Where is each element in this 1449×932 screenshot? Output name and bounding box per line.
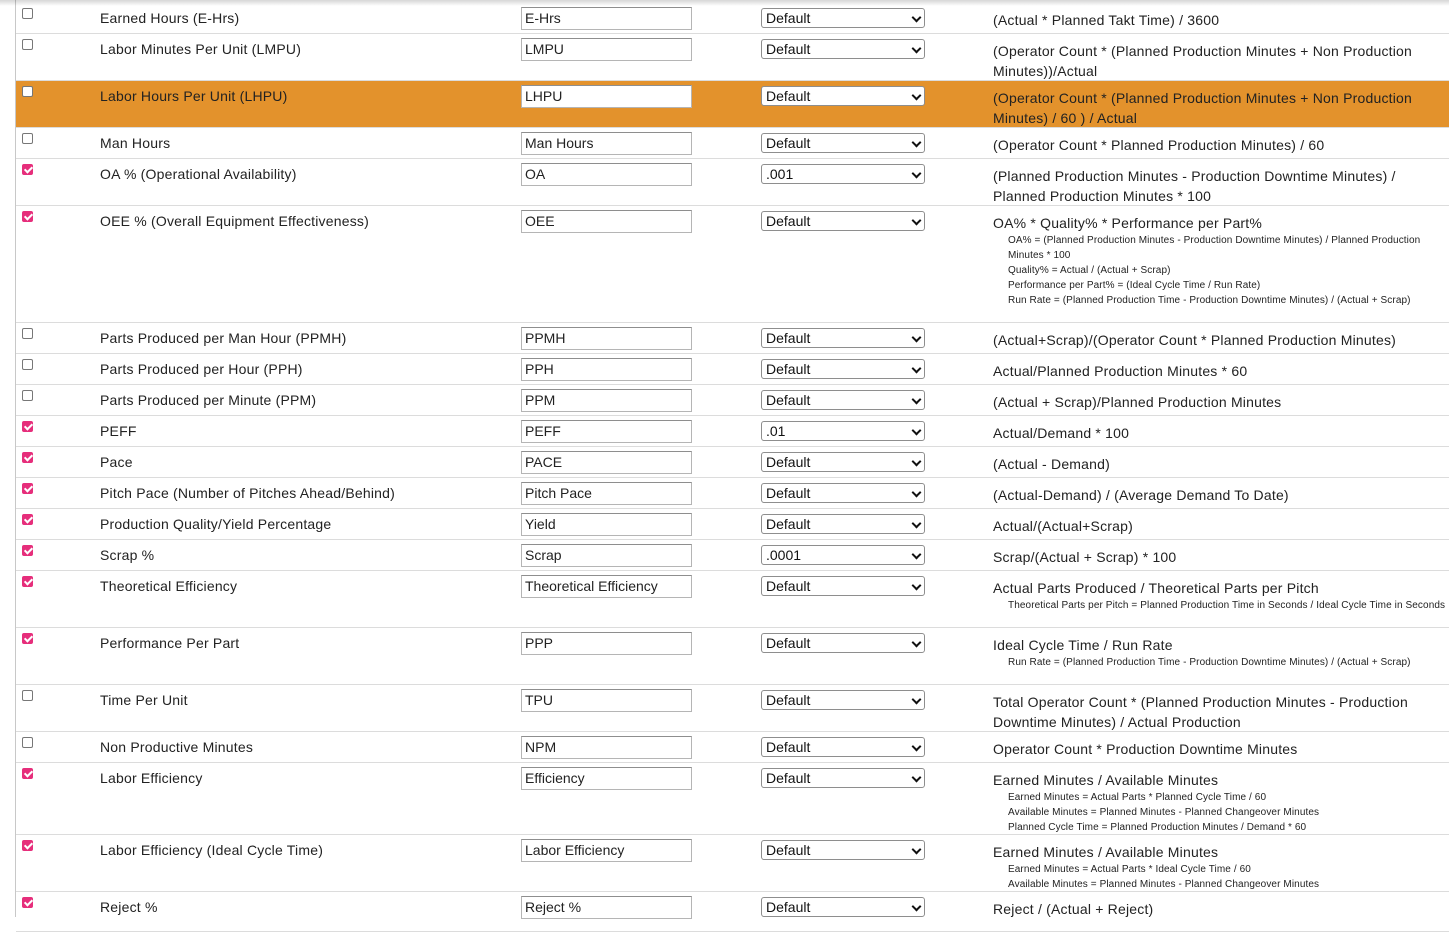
chevron-down-icon [912,91,922,101]
formula-subnote: Theoretical Parts per Pitch = Planned Production Time in Seconds / Ideal Cycle Time in Seconds [1008,600,1446,611]
metric-row [16,354,1449,385]
enable-checkbox[interactable] [22,897,33,908]
formula-main: Actual/Demand * 100 [993,425,1130,441]
format-select-value: Default [766,516,811,532]
chevron-down-icon [912,902,922,912]
abbreviation-input[interactable]: OEE [521,210,692,233]
abbreviation-input[interactable]: PPH [521,358,692,381]
formula-subnote: Earned Minutes = Actual Parts * Planned Cycle Time / 60 [1008,792,1267,803]
formula-text [993,899,1447,919]
metric-row [16,206,1449,323]
formula-text [993,88,1447,128]
metric-name: Earned Hours (E-Hrs) [100,10,240,26]
format-select-value: Default [766,213,811,229]
metric-row [16,892,1449,932]
left-border [15,0,16,917]
metric-name: Labor Hours Per Unit (LHPU) [100,88,288,104]
metric-row [16,323,1449,354]
formula-main: Total Operator Count * (Planned Production Minutes - Production Downtime Minutes) / Actual Production [993,694,1408,730]
metric-name: OEE % (Overall Equipment Effectiveness) [100,213,369,229]
format-select[interactable] [761,452,925,472]
format-select[interactable] [761,897,925,917]
format-select-value: Default [766,578,811,594]
formula-text [993,361,1447,381]
format-select-value: Default [766,454,811,470]
metric-name: Man Hours [100,135,171,151]
metrics-table [16,3,1449,932]
format-select-value: Default [766,485,811,501]
metric-name: PEFF [100,423,137,439]
format-select-value: Default [766,135,811,151]
formula-text [993,392,1447,412]
abbreviation-input[interactable]: Man Hours [521,132,692,155]
enable-checkbox[interactable] [22,421,33,432]
enable-checkbox[interactable] [22,39,33,50]
metric-name: Scrap % [100,547,155,563]
metric-name: Time Per Unit [100,692,188,708]
chevron-down-icon [912,44,922,54]
abbreviation-input[interactable]: Efficiency [521,767,692,790]
metric-name: Performance Per Part [100,635,240,651]
format-select[interactable] [761,86,925,106]
formula-main: (Actual - Demand) [993,456,1110,472]
formula-main: (Operator Count * (Planned Production Minutes + Non Production Minutes))/Actual [993,43,1413,79]
enable-checkbox[interactable] [22,840,33,851]
formula-main: (Operator Count * (Planned Production Minutes + Non Production Minutes) / 60 ) / Actual [993,90,1413,126]
formula-subnote: Run Rate = (Planned Production Time - Production Downtime Minutes) / (Actual + Scrap) [1008,657,1411,668]
metric-row [16,628,1449,685]
metric-name: Reject % [100,899,158,915]
format-select-value: Default [766,842,811,858]
formula-main: Scrap/(Actual + Scrap) * 100 [993,549,1177,565]
formula-main: Earned Minutes / Available Minutes [993,844,1219,860]
abbreviation-input[interactable]: LHPU [521,85,692,108]
format-select-value: .01 [766,423,786,439]
enable-checkbox[interactable] [22,483,33,494]
abbreviation-input[interactable]: PPP [521,632,692,655]
format-select[interactable] [761,576,925,596]
formula-main: (Actual+Scrap)/(Operator Count * Planned Production Minutes) [993,332,1397,348]
formula-text [993,330,1447,350]
formula-main: Actual Parts Produced / Theoretical Parts per Pitch [993,580,1319,596]
abbreviation-input[interactable]: E-Hrs [521,7,692,30]
metric-row [16,540,1449,571]
metric-name: Production Quality/Yield Percentage [100,516,332,532]
format-select-value: Default [766,692,811,708]
chevron-down-icon [912,395,922,405]
formula-subnote: Available Minutes = Planned Minutes - Planned Changeover Minutes [1008,879,1320,890]
enable-checkbox[interactable] [22,633,33,644]
formula-subnote: OA% = (Planned Production Minutes - Production Downtime Minutes) / Planned Production Minutes * 100 [1008,235,1421,261]
format-select[interactable] [761,133,925,153]
formula-text [993,739,1447,759]
format-select-value: Default [766,899,811,915]
format-select[interactable] [761,164,925,184]
abbreviation-input[interactable]: Labor Efficiency [521,839,692,862]
format-select-value: Default [766,361,811,377]
abbreviation-input[interactable]: LMPU [521,38,692,61]
format-select[interactable] [761,211,925,231]
formula-subnote: Quality% = Actual / (Actual + Scrap) [1008,265,1171,276]
metric-row [16,478,1449,509]
chevron-down-icon [912,550,922,560]
metric-row [16,81,1449,128]
formula-text [993,135,1447,155]
enable-checkbox[interactable] [22,768,33,779]
abbreviation-input[interactable]: PEFF [521,420,692,443]
enable-checkbox[interactable] [22,86,33,97]
formula-main: (Actual * Planned Takt Time) / 3600 [993,12,1220,28]
metric-name: Theoretical Efficiency [100,578,238,594]
metric-name: Non Productive Minutes [100,739,254,755]
enable-checkbox[interactable] [22,133,33,144]
chevron-down-icon [912,519,922,529]
format-select[interactable] [761,483,925,503]
formula-text [993,547,1447,567]
format-select[interactable] [761,545,925,565]
formula-main: Reject / (Actual + Reject) [993,901,1154,917]
formula-main: (Actual-Demand) / (Average Demand To Date) [993,487,1289,503]
chevron-down-icon [912,845,922,855]
format-select-value: .0001 [766,547,802,563]
formula-text [993,770,1447,835]
format-select-value: Default [766,41,811,57]
metric-row [16,3,1449,34]
formula-text [993,213,1447,308]
format-select[interactable] [761,421,925,441]
format-select-value: Default [766,770,811,786]
formula-main: (Operator Count * Planned Production Minutes) / 60 [993,137,1325,153]
format-select-value: .001 [766,166,794,182]
metric-name: Labor Minutes Per Unit (LMPU) [100,41,302,57]
chevron-down-icon [912,742,922,752]
enable-checkbox[interactable] [22,211,33,222]
metric-row [16,835,1449,892]
chevron-down-icon [912,333,922,343]
formula-text [993,41,1447,81]
chevron-down-icon [912,138,922,148]
chevron-down-icon [912,581,922,591]
chevron-down-icon [912,364,922,374]
formula-text [993,454,1447,474]
formula-main: Earned Minutes / Available Minutes [993,772,1219,788]
formula-subnote: Planned Cycle Time = Planned Production Minutes / Demand * 60 [1008,822,1307,833]
chevron-down-icon [912,488,922,498]
enable-checkbox[interactable] [22,359,33,370]
format-select[interactable] [761,8,925,28]
format-select[interactable] [761,840,925,860]
format-select-value: Default [766,635,811,651]
metric-row [16,385,1449,416]
format-select[interactable] [761,328,925,348]
enable-checkbox[interactable] [22,390,33,401]
abbreviation-input[interactable]: Scrap [521,544,692,567]
formula-main: Ideal Cycle Time / Run Rate [993,637,1173,653]
format-select-value: Default [766,330,811,346]
formula-text [993,10,1447,30]
formula-text [993,578,1447,613]
format-select[interactable] [761,768,925,788]
metric-name: Labor Efficiency [100,770,203,786]
metric-row [16,159,1449,206]
metric-row [16,763,1449,835]
format-select-value: Default [766,392,811,408]
format-select[interactable] [761,690,925,710]
format-select[interactable] [761,359,925,379]
metric-name: OA % (Operational Availability) [100,166,297,182]
abbreviation-input[interactable]: NPM [521,736,692,759]
metric-row [16,128,1449,159]
formula-text [993,516,1447,536]
metric-row [16,571,1449,628]
formula-text [993,423,1447,443]
formula-main: (Actual + Scrap)/Planned Production Minutes [993,394,1282,410]
metric-name: Pitch Pace (Number of Pitches Ahead/Behind) [100,485,395,501]
abbreviation-input[interactable]: PPM [521,389,692,412]
format-select[interactable] [761,737,925,757]
formula-main: (Planned Production Minutes - Production Downtime Minutes) / Planned Production Minutes * 100 [993,168,1396,204]
chevron-down-icon [912,169,922,179]
enable-checkbox[interactable] [22,690,33,701]
chevron-down-icon [912,638,922,648]
format-select[interactable] [761,390,925,410]
metric-row [16,416,1449,447]
abbreviation-input[interactable]: Pitch Pace [521,482,692,505]
abbreviation-input[interactable]: PPMH [521,327,692,350]
formula-subnote: Run Rate = (Planned Production Time - Production Downtime Minutes) / (Actual + Scrap) [1008,295,1411,306]
chevron-down-icon [912,773,922,783]
enable-checkbox[interactable] [22,545,33,556]
abbreviation-input[interactable]: Theoretical Efficiency [521,575,692,598]
formula-subnote: Available Minutes = Planned Minutes - Planned Changeover Minutes [1008,807,1320,818]
chevron-down-icon [912,426,922,436]
abbreviation-input[interactable]: Yield [521,513,692,536]
enable-checkbox[interactable] [22,328,33,339]
format-select[interactable] [761,514,925,534]
formula-subnote: Performance per Part% = (Ideal Cycle Time / Run Rate) [1008,280,1261,291]
metric-row [16,447,1449,478]
format-select[interactable] [761,633,925,653]
chevron-down-icon [912,216,922,226]
format-select-value: Default [766,88,811,104]
chevron-down-icon [912,695,922,705]
abbreviation-input[interactable]: Reject % [521,896,692,919]
enable-checkbox[interactable] [22,737,33,748]
formula-text [993,692,1447,732]
format-select[interactable] [761,39,925,59]
formula-text [993,635,1447,670]
formula-main: Actual/(Actual+Scrap) [993,518,1133,534]
enable-checkbox[interactable] [22,576,33,587]
abbreviation-input[interactable]: TPU [521,689,692,712]
enable-checkbox[interactable] [22,164,33,175]
formula-main: Operator Count * Production Downtime Minutes [993,741,1298,757]
formula-text [993,485,1447,505]
metric-name: Parts Produced per Hour (PPH) [100,361,303,377]
metric-name: Labor Efficiency (Ideal Cycle Time) [100,842,324,858]
formula-text [993,842,1447,892]
metric-name: Parts Produced per Man Hour (PPMH) [100,330,347,346]
enable-checkbox[interactable] [22,8,33,19]
metric-name: Parts Produced per Minute (PPM) [100,392,317,408]
formula-main: OA% * Quality% * Performance per Part% [993,215,1263,231]
chevron-down-icon [912,457,922,467]
format-select-value: Default [766,10,811,26]
metric-name: Pace [100,454,133,470]
formula-subnote: Earned Minutes = Actual Parts * Ideal Cycle Time / 60 [1008,864,1251,875]
enable-checkbox[interactable] [22,514,33,525]
abbreviation-input[interactable]: PACE [521,451,692,474]
metric-row [16,509,1449,540]
chevron-down-icon [912,13,922,23]
formula-main: Actual/Planned Production Minutes * 60 [993,363,1248,379]
format-select-value: Default [766,739,811,755]
abbreviation-input[interactable]: OA [521,163,692,186]
metric-row [16,34,1449,81]
metric-row [16,685,1449,732]
metric-row [16,732,1449,763]
enable-checkbox[interactable] [22,452,33,463]
formula-text [993,166,1447,206]
